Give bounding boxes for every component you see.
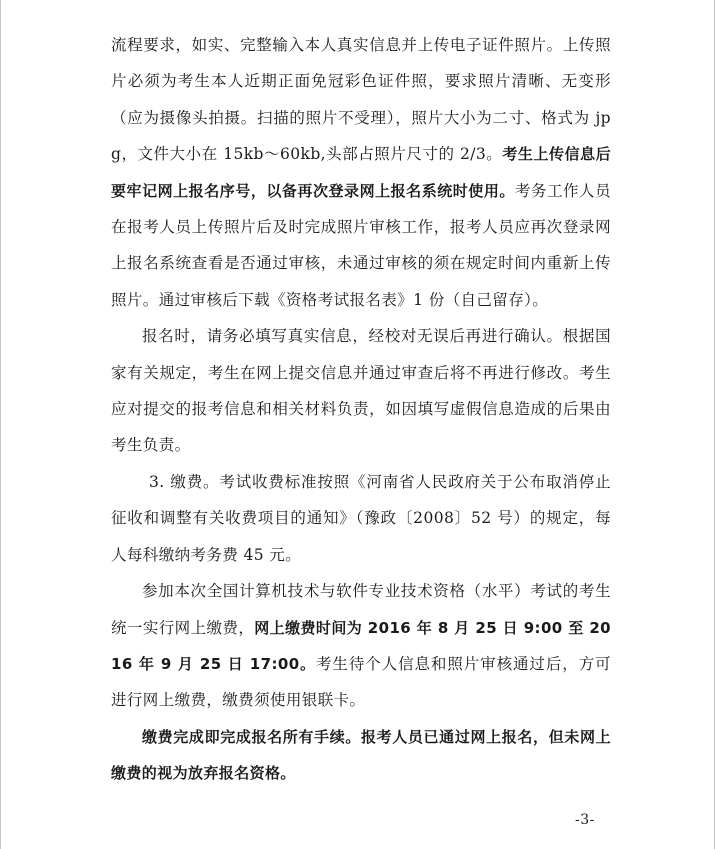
photo-review-text: 考务工作人员在报考人员上传照片后及时完成照片审核工作，报考人员应再次登录网上报名系统查看是否通过审核，未通过审核的须在规定时间内重新上传照片。通过审核后下载《资格考试报名表》1 份（自己留存）。 bbox=[111, 181, 611, 309]
page-left-edge bbox=[0, 0, 1, 849]
online-payment-intro-text: 参加本次全国计算机技术与软件专业技术资格（水平）考试的考生统一实行网上缴费， bbox=[111, 582, 611, 637]
page-number: -3- bbox=[575, 812, 595, 828]
payment-period-text: 网上缴费时间为 2016 年 8 月 25 日 9:00 至 2016 年 9 月 25 日 17:00。 bbox=[111, 618, 611, 673]
paragraph-truthful-info bbox=[111, 318, 611, 464]
document-body bbox=[111, 27, 611, 792]
upload-photo-requirements-text: 流程要求，如实、完整输入本人真实信息并上传电子证件照片。上传照片必须为考生本人近期正面免冠彩色证件照，要求照片清晰、无变形（应为摄像头拍摄。扫描的照片不受理），照片大小为二寸、格式为 jpg，文件大小在 15kb～60kb,头部占照片尺寸的 2/3。 bbox=[111, 36, 611, 164]
payment-method-text: 考生待个人信息和照片审核通过后，方可进行网上缴费，缴费须使用银联卡。 bbox=[111, 654, 612, 710]
remember-registration-number-text: 考生上传信息后要牢记网上报名序号，以备再次登录网上报名系统时使用。 bbox=[111, 145, 611, 200]
paragraph-upload-photo bbox=[111, 27, 611, 318]
paragraph-fees bbox=[111, 464, 611, 573]
fees-text: 3. 缴费。考试收费标准按照《河南省人民政府关于公布取消停止征收和调整有关收费项目的通知》（豫政〔2008〕52 号）的规定，每人每科缴纳考务费 45 元。 bbox=[111, 472, 611, 564]
payment-complete-text: 缴费完成即完成报名所有手续。报考人员已通过网上报名，但未网上缴费的视为放弃报名资格。 bbox=[111, 727, 611, 783]
truthful-info-text: 报名时，请务必填写真实信息，经校对无误后再进行确认。根据国家有关规定，考生在网上提交信息并通过审查后将不再进行修改。考生应对提交的报考信息和相关材料负责，如因填写虚假信息造成的后果由考生负责。 bbox=[111, 327, 611, 455]
paragraph-payment-complete bbox=[111, 719, 611, 792]
paragraph-online-payment bbox=[111, 573, 611, 719]
